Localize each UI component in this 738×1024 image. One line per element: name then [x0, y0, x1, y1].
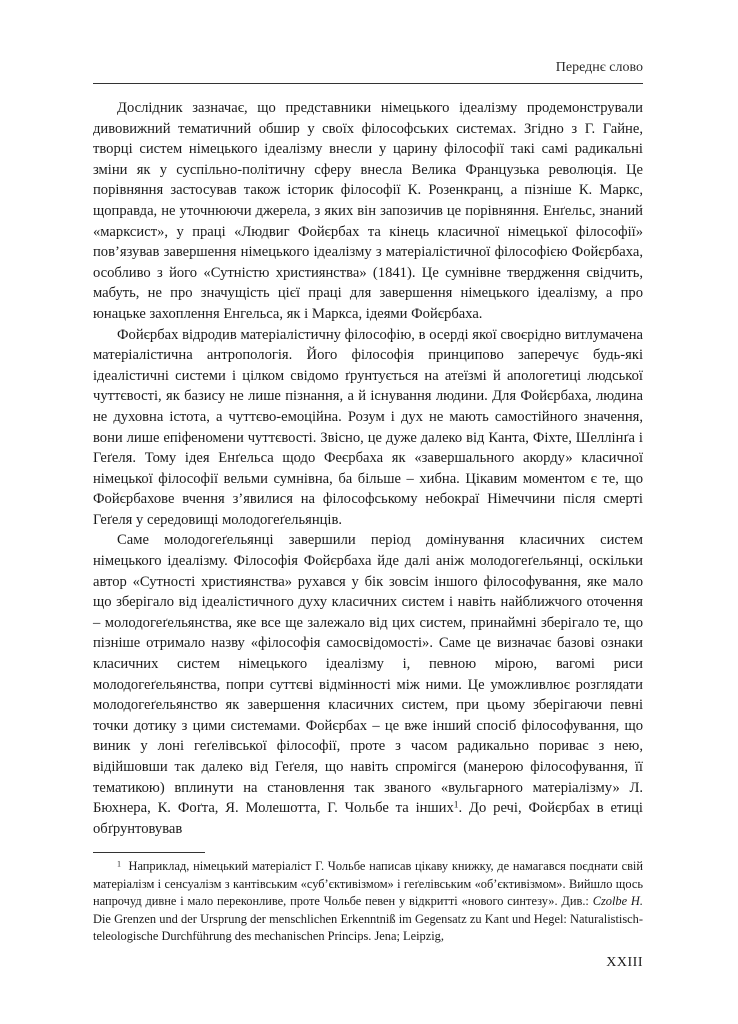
footnote-1-text: Наприклад, німецький матеріаліст Г. Чольбе написав цікаву книжку, де намагався поєднати свій матеріалізм і сенсуалізм з кантівським «суб’єктивізмом» і геґелівським «об’єктивізмом». Вийшло щось напрочуд дивне і мало переконливе, проте Чольбе певен у відкритті «нового синтезу». Див.: — [93, 859, 643, 909]
page-number: XXIII — [606, 955, 643, 970]
footnote-1-citation: Die Grenzen und der Ursprung der menschlichen Erkenntniß im Gegensatz zu Kant und Hegel: Naturalistisch-teleologische Durchführung des mechanischen Princips. Jena; Leipzig, — [93, 911, 643, 944]
paragraph-2: Фойєрбах відродив матеріалістичну філософію, в осерді якої своєрідно витлумачена матеріалістична антропологія. Його філософія принципово заперечує будь-які ідеалістичні системи і цілком свідомо ґрунтується на атеїзмі й апологетиці людської чуттєвості, як базису не лише пізнання, а й існування людини. Для Фойєрбаха, людина не духовна істота, а чуттєво-емоційна. Розум і дух не мають самостійного значення, вони лише епіфеномени чуттєвості. Звісно, це дуже далеко від Канта, Фіхте, Шеллінґа і Геґеля. Тому ідея Енґельса щодо Феєрбаха як «завершального акорду» класичної німецької філософії вельми сумнівна, ба більше – хибна. Цікавим моментом є те, що Фойєрбахове вчення з’явилися на філософському небокраї Німеччини після смерті Геґеля у середовищі молодогеґельянців. — [93, 326, 643, 528]
paragraph-3 — [93, 530, 643, 839]
paragraph-3-tail: . До речі, Фойєрбах в етиці обґрунтовував — [93, 800, 643, 837]
footnote-rule — [93, 852, 205, 853]
paragraph-3-text: Саме молодогеґельянці завершили період домінування класичних систем німецького ідеалізму. Філософія Фойєрбаха йде далі аніж молодогеґельянці, оскільки автор «Сутності християнства» рухався у бік зовсім іншого філософування, яке мало що зберігало від ідеалістичного духу класичних систем і навіть найближчого оточення – молодогеґельянства, яке все ще залежало від цих систем, принаймні зберігало те, що пізніше отримало назву «філософія самосвідомості». Саме це визначає базові ознаки класичних систем німецького ідеалізму і, певною мірою, вагомі риси молодогеґельянства, попри суттєві відмінності між ними. Це уможливлює розглядати молодогеґельянство як завершення класичних систем, при цьому зберігаючи певні точки дотику з цими системами. Фойєрбах – це вже інший спосіб філософування, що виник у лоні геґелівської філософії, проте з часом радикально пориває з нею, відійшовши так далеко від Геґеля, що навіть спромігся (манерою філософування, її тематикою) вплинути на становлення так званого «вульгарного матеріалізму» Л. Бюхнера, К. Фоґта, Я. Молешотта, Г. Чольбе та інших — [93, 532, 643, 817]
header-rule — [93, 83, 643, 84]
footnote-reference[interactable]: 1 — [453, 800, 459, 811]
footnotes — [93, 858, 643, 946]
footnote-1-author: Czolbe H. — [592, 894, 643, 909]
main-text — [93, 98, 643, 839]
running-head-title: Переднє слово — [555, 60, 643, 75]
paragraph-1: Дослідник зазначає, що представники німецького ідеалізму продемонстрували дивовижний тематичний обшир у своїх філософських системах. Згідно з Г. Гайне, творці систем німецького ідеалізму внесли у царину філософії такі самі радикальні зміни як у суспільно-політичну сферу внесла Велика Французька революція. Це порівняння застосував також історик філософії К. Розенкранц, а пізніше К. Маркс, щоправда, не уточнюючи джерела, з яких він запозичив це порівняння. Енґельс, знаний «марксист», у праці «Людвиг Фойєрбах та кінець класичної німецької філософії» пов’язував завершення німецького ідеалізму з матеріалістичної філософією Фойєрбаха, особливо з його «Сутністю християнства» (1841). Це сумнівне твердження свідчить, мабуть, не про значущість цієї праці для завершення німецького ідеалізму, а про юнацьке захоплення Енгельса, як і Маркса, ідеями Фойєрбаха. — [93, 100, 643, 322]
footnote-1 — [93, 858, 643, 946]
footnote-marker: 1 — [117, 859, 122, 869]
